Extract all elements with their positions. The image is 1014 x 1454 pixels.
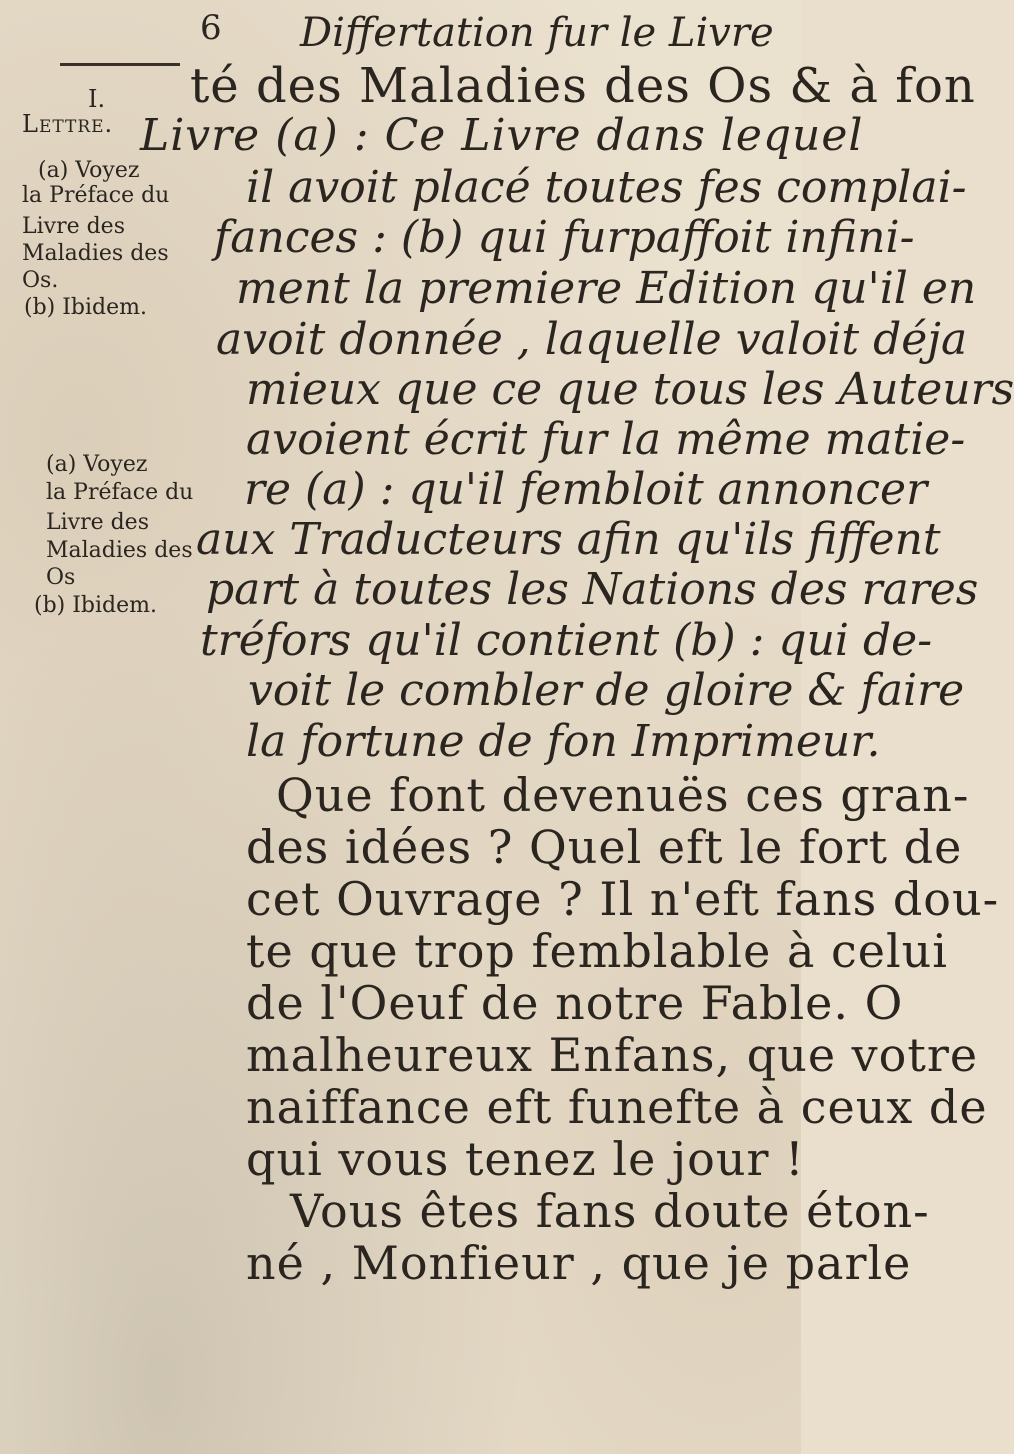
page-number: 6 xyxy=(200,8,222,48)
margin-lettre: Lettre. xyxy=(22,110,114,138)
margin-note-a1-line4: Maladies des xyxy=(22,241,169,266)
text-line: mieux que ce que tous les Auteurs xyxy=(246,364,1014,415)
text-line: te que trop femblable à celui xyxy=(246,924,949,978)
text-line: té des Maladies des Os & à fon xyxy=(190,58,976,114)
margin-note-a1-line5: Os. xyxy=(22,268,59,293)
text-line: tréfors qu'il contient (b) : qui de- xyxy=(200,615,933,666)
margin-note-a2-line5: Os xyxy=(46,565,76,590)
text-line: cet Ouvrage ? Il n'eft fans dou- xyxy=(246,872,1000,926)
margin-note-a2-line4: Maladies des xyxy=(46,538,193,563)
text-line: re (a) : qu'il fembloit annoncer xyxy=(244,464,928,515)
text-line: ment la premiere Edition qu'il en xyxy=(236,263,977,314)
text-line: part à toutes les Nations des rares xyxy=(206,564,979,615)
margin-note-b1: (b) Ibidem. xyxy=(24,295,148,320)
margin-note-a1-line1: (a) Voyez xyxy=(38,158,140,183)
text-line: né , Monfieur , que je parle xyxy=(246,1236,912,1290)
text-line: avoient écrit fur la même matie- xyxy=(246,414,966,465)
text-line: malheureux Enfans, que votre xyxy=(246,1028,979,1082)
margin-note-a1-line3: Livre des xyxy=(22,214,125,239)
margin-note-b2: (b) Ibidem. xyxy=(34,593,158,618)
text-line: avoit donnée , laquelle valoit déja xyxy=(216,314,968,365)
margin-note-a2-line1: (a) Voyez xyxy=(46,452,148,477)
text-line: aux Traducteurs afin qu'ils fiffent xyxy=(196,514,941,565)
text-line: de l'Oeuf de notre Fable. O xyxy=(246,976,904,1030)
text-line: des idées ? Quel eft le fort de xyxy=(246,820,963,874)
text-line: Livre (a) : Ce Livre dans lequel xyxy=(140,110,864,161)
running-title: Differtation fur le Livre xyxy=(300,10,774,56)
text-line: Que font devenuës ces gran- xyxy=(276,768,970,822)
text-line: Vous êtes fans doute éton- xyxy=(290,1184,930,1238)
margin-note-a2-line3: Livre des xyxy=(46,510,149,535)
text-line: naiffance eft funefte à ceux de xyxy=(246,1080,988,1134)
text-line: il avoit placé toutes fes complai- xyxy=(246,162,967,213)
text-line: voit le combler de gloire & faire xyxy=(248,665,965,716)
text-line: fances : (b) qui furpaffoit infini- xyxy=(214,212,915,263)
margin-note-a2-line2: la Préface du xyxy=(46,480,194,505)
text-line: la fortune de fon Imprimeur. xyxy=(246,716,881,767)
margin-note-a1-line2: la Préface du xyxy=(22,183,170,208)
rule-line xyxy=(60,63,180,66)
text-line: qui vous tenez le jour ! xyxy=(246,1132,805,1186)
margin-lettre-number: I. xyxy=(88,85,106,113)
